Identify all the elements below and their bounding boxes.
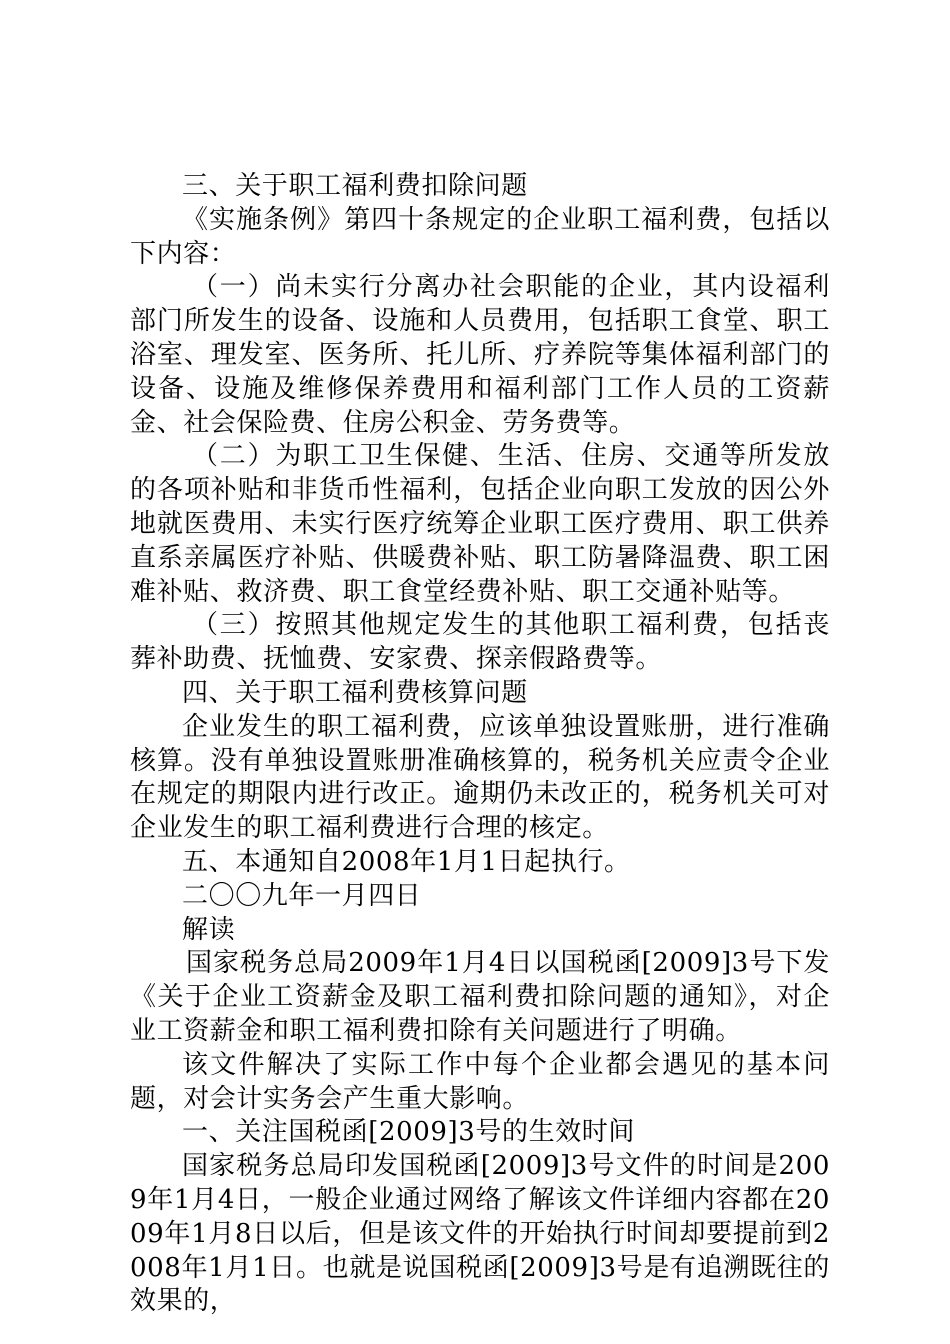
paragraph-interpretation-intro: 国家税务总局2009年1月4日以国税函[2009]3号下发《关于企业工资薪金及职工福利费扣除问题的通知》，对企业工资薪金和职工福利费扣除有关问题进行了明确。 [130, 948, 830, 1046]
paragraph-welfare-accounting: 企业发生的职工福利费，应该单独设置账册，进行准确核算。没有单独设置账册准确核算的，税务机关应责令企业在规定的期限内进行改正。逾期仍未改正的，税务机关可对企业发生的职工福利费进行合理的核定。 [130, 711, 830, 844]
paragraph-interpretation-impact: 该文件解决了实际工作中每个企业都会遇见的基本问题，对会计实务会产生重大影响。 [130, 1049, 830, 1114]
paragraph-welfare-definition: 《实施条例》第四十条规定的企业职工福利费，包括以下内容： [130, 204, 830, 269]
paragraph-item-three: （三）按照其他规定发生的其他职工福利费，包括丧葬补助费、抚恤费、安家费、探亲假路费等。 [130, 610, 830, 675]
paragraph-effective-time-detail: 国家税务总局印发国税函[2009]3号文件的时间是2009年1月4日，一般企业通过网络了解该文件详细内容都在2009年1月8日以后，但是该文件的开始执行时间却要提前到2008年1月1日。也就是说国税函[2009]3号是有追溯既往的效果的， [130, 1151, 830, 1317]
paragraph-item-one: （一）尚未实行分离办社会职能的企业，其内设福利部门所发生的设备、设施和人员费用，包括职工食堂、职工浴室、理发室、医务所、托儿所、疗养院等集体福利部门的设备、设施及维修保养费用和福利部门工作人员的工资薪金、社会保险费、住房公积金、劳务费等。 [130, 272, 830, 438]
document-body [130, 170, 830, 1319]
document-date: 二〇〇九年一月四日 [182, 880, 422, 911]
section-heading-interpretation: 解读 [182, 914, 236, 945]
paragraph-effective-date: 五、本通知自2008年1月1日起执行。 [182, 846, 631, 877]
section-heading-welfare-deduction: 三、关于职工福利费扣除问题 [182, 171, 528, 201]
paragraph-item-two: （二）为职工卫生保健、生活、住房、交通等所发放的各项补贴和非货币性福利，包括企业向职工发放的因公外地就医费用、未实行医疗统筹企业职工医疗费用、职工供养直系亲属医疗补贴、供暖费补贴、职工防暑降温费、职工困难补贴、救济费、职工食堂经费补贴、职工交通补贴等。 [130, 441, 830, 607]
section-heading-welfare-accounting: 四、关于职工福利费核算问题 [182, 677, 528, 708]
section-heading-effective-time: 一、关注国税函[2009]3号的生效时间 [182, 1117, 635, 1148]
